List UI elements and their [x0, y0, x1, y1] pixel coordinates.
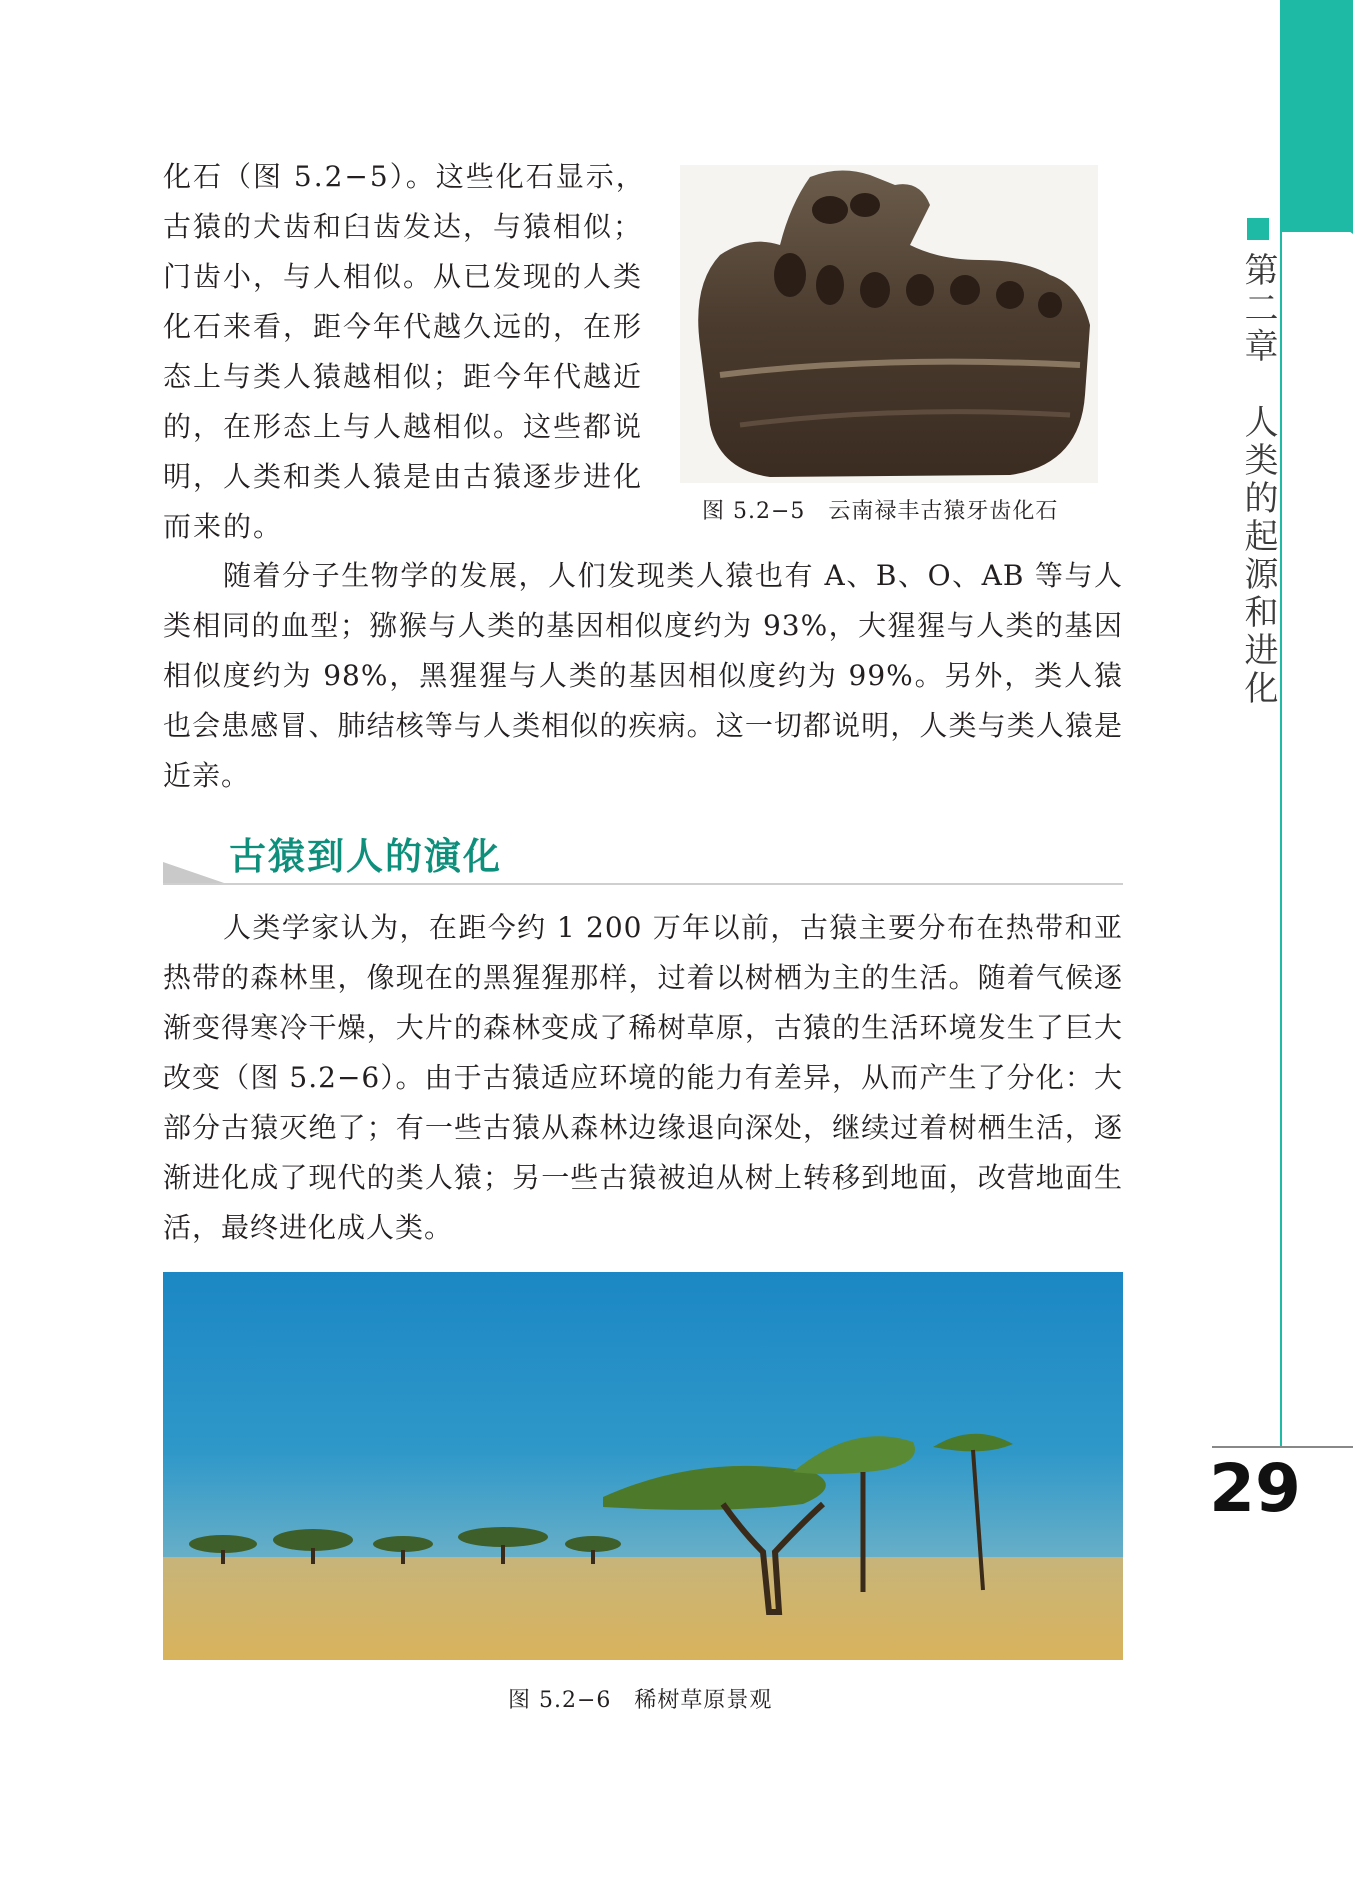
savanna-figure — [163, 1272, 1123, 1660]
paragraph-molecular-biology: 随着分子生物学的发展，人们发现类人猿也有 A、B、O、AB 等与人类相同的血型；猕猴与人类的基因相似度约为 93%，大猩猩与人类的基因相似度约为 98%，黑猩猩与人类的基因相似度约为 99%。另外，类人猿也会患感冒、肺结核等与人类相似的疾病。这一切都说明，人类与类人猿是近亲。 — [163, 559, 1123, 792]
paragraph-evolution: 人类学家认为，在距今约 1 200 万年以前，古猿主要分布在热带和亚热带的森林里，像现在的黑猩猩那样，过着以树栖为主的生活。随着气候逐渐变得寒冷干燥，大片的森林变成了稀树草原，古猿的生活环境发生了巨大改变（图 5.2−6）。由于古猿适应环境的能力有差异，从而产生了分化：大部分古猿灭绝了；有一些古猿从森林边缘退向深处，继续过着树栖生活，逐渐进化成了现代的类人猿；另一些古猿被迫从树上转移到地面，改营地面生活，最终进化成人类。 — [163, 911, 1123, 1244]
fossil-jaw-figure — [680, 165, 1098, 483]
page-number: 29 — [1209, 1450, 1301, 1527]
chapter-title: 第二章 人类的起源和进化 — [1238, 252, 1278, 708]
chapter-marker-square — [1247, 218, 1269, 240]
figure-caption-fossil: 图 5.2−5 云南禄丰古猿牙齿化石 — [702, 499, 1059, 524]
section-heading — [163, 820, 1123, 886]
savanna-landscape-image — [163, 1272, 1123, 1660]
intro-paragraph: 化石（图 5.2−5）。这些化石显示，古猿的犬齿和臼齿发达，与猿相似；门齿小，与人相似。从已发现的人类化石来看，距今年代越久远的，在形态上与类人猿越相似；距今年代越近的，在形态上与人越相似。这些都说明，人类和类人猿是由古猿逐步进化而来的。 — [163, 160, 646, 543]
fossil-jaw-image — [680, 165, 1098, 483]
section-title: 古猿到人的演化 — [229, 835, 502, 878]
figure-caption-savanna: 图 5.2−6 稀树草原景观 — [508, 1688, 773, 1713]
chapter-edge-curve — [1260, 180, 1353, 240]
section-rule — [163, 883, 1123, 885]
page-number-rule — [1212, 1446, 1353, 1448]
margin-line — [1280, 0, 1282, 1446]
section-heading-wedge — [163, 862, 227, 884]
